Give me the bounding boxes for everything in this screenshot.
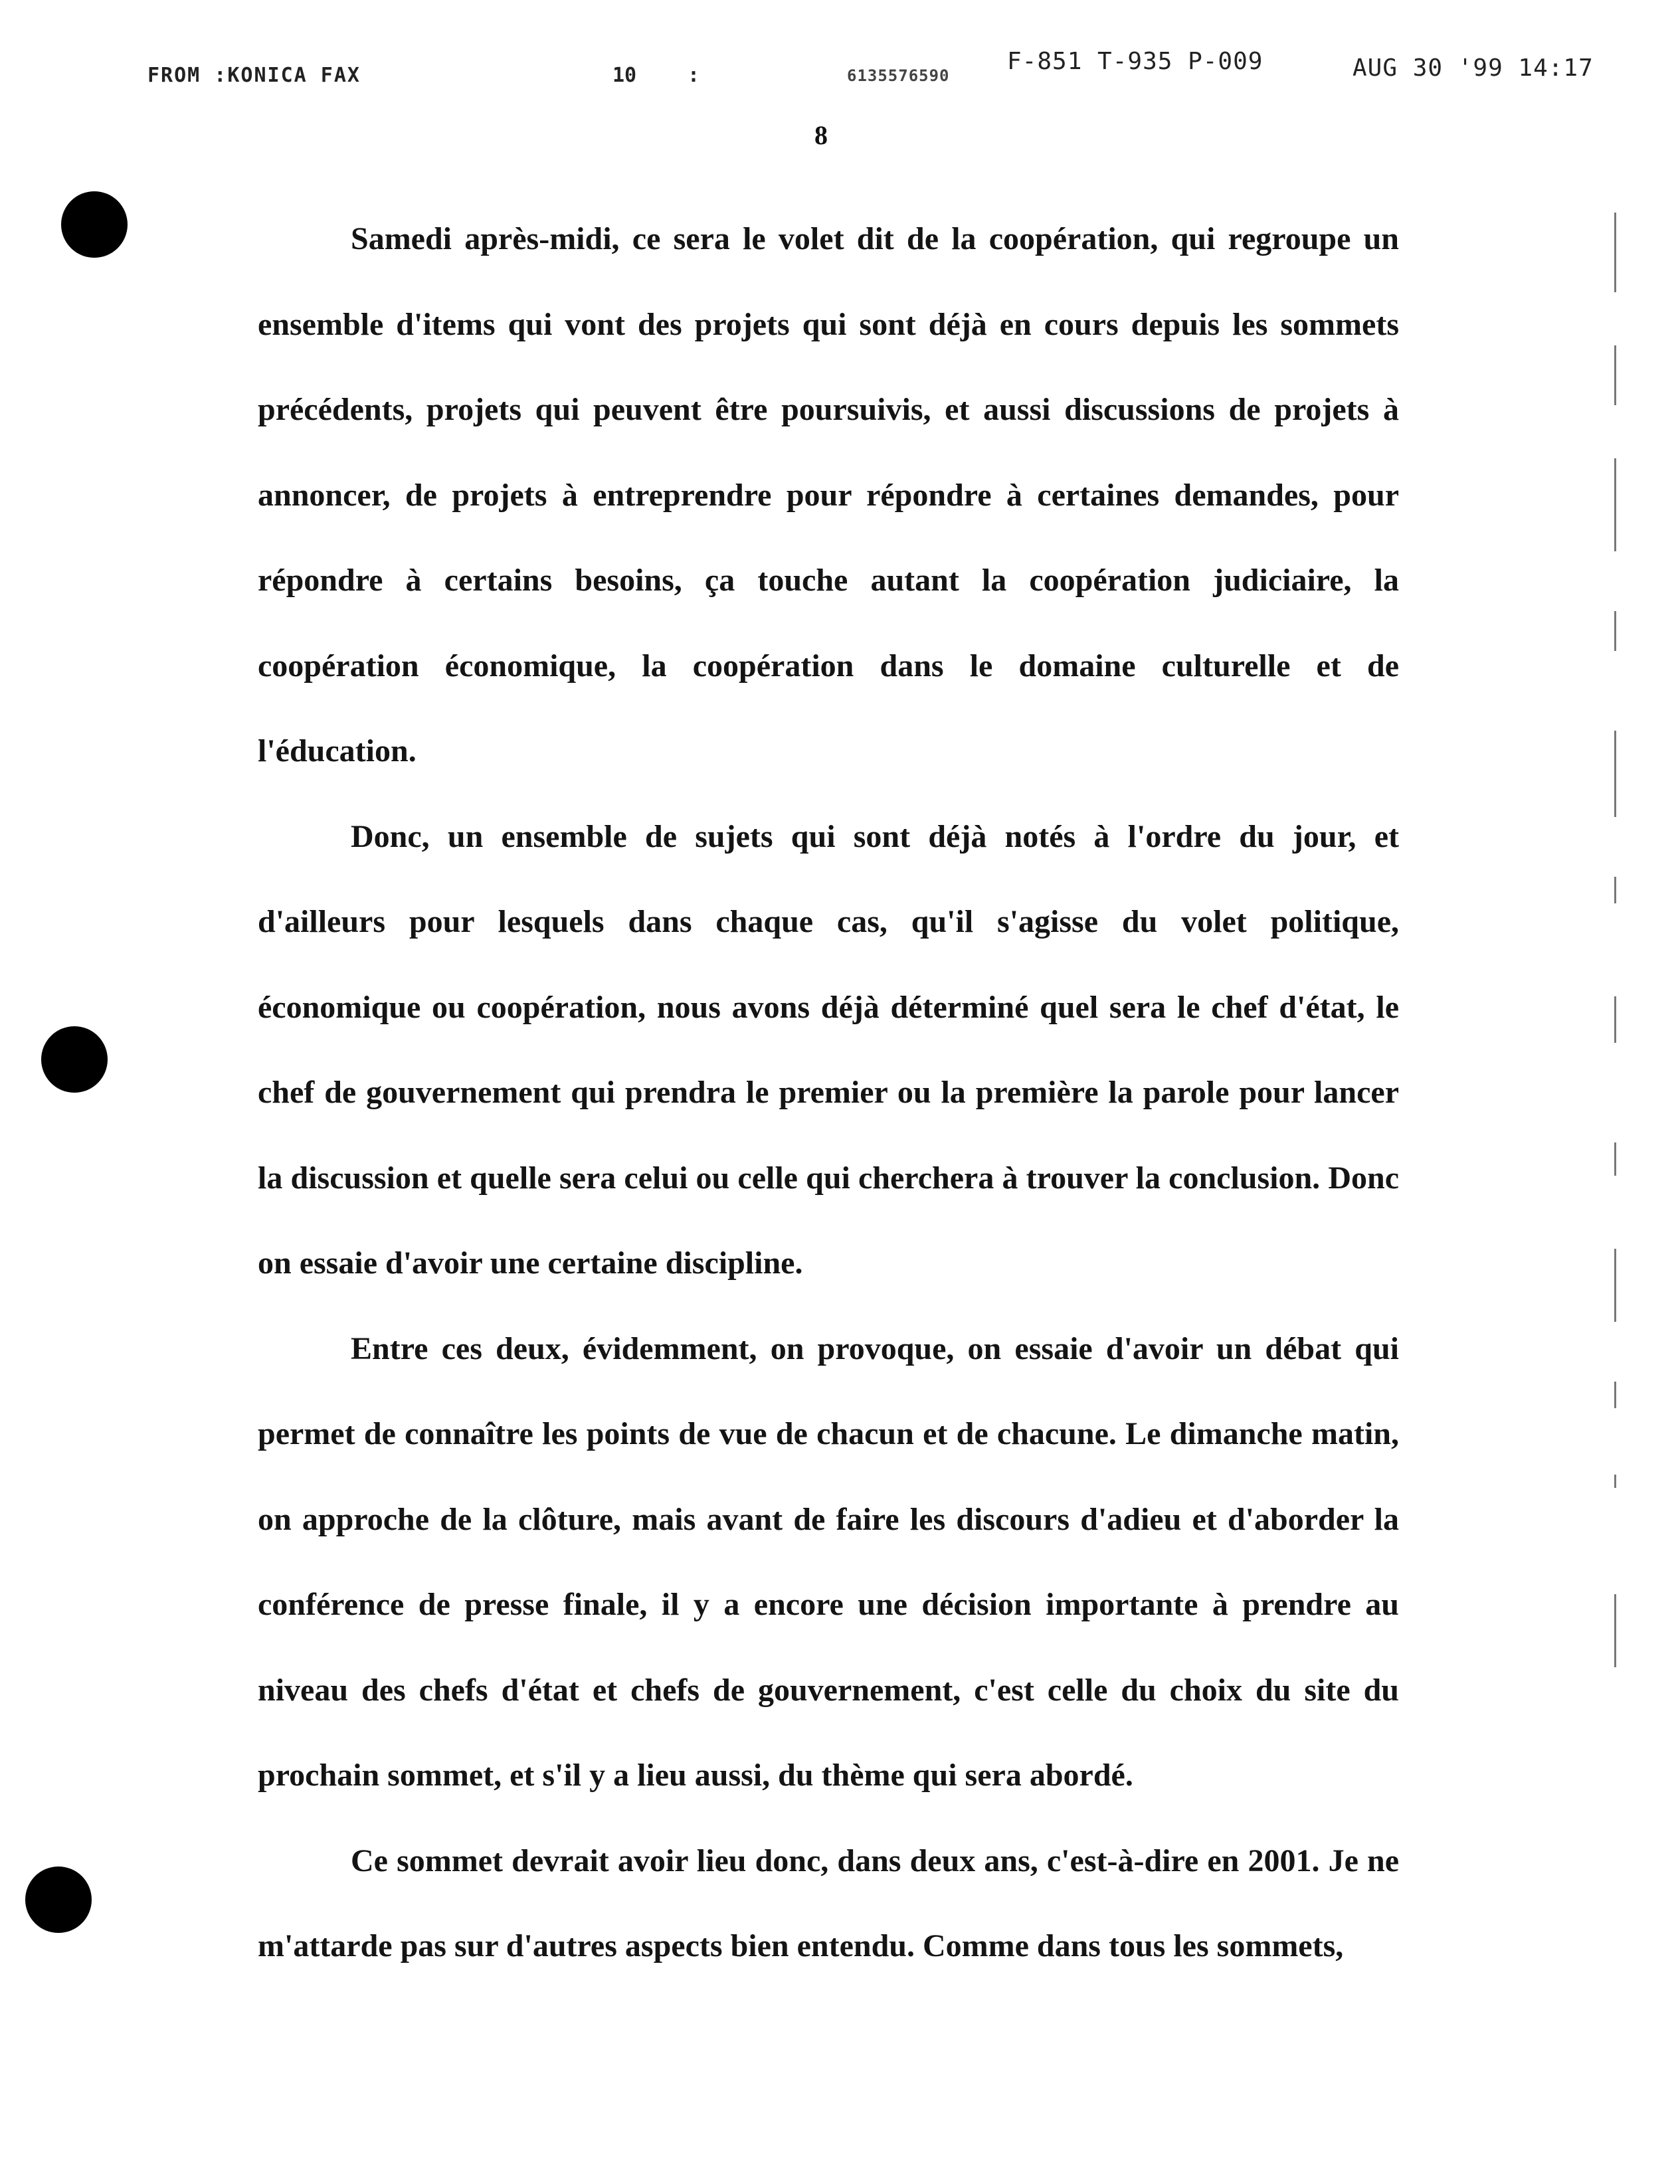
margin-scan-marks [1614,213,1620,1740]
fax-phone-number: 6135576590 [847,66,950,85]
punch-hole-top [61,191,128,258]
document-body [258,197,1399,1989]
fax-separator: : [688,64,700,87]
paragraph: Ce sommet devrait avoir lieu donc, dans deux ans, c'est-à-dire en 2001. Je ne m'attarde pas sur d'autres aspects bien entendu. Comme dans tous les sommets, [258,1843,1399,1963]
paragraph: Samedi après-midi, ce sera le volet dit de la coopération, qui regroupe un ensemble d'items qui vont des projets qui sont déjà en cours depuis les sommets précédents, projets qui peuvent être poursuivis, et aussi discussions de projets à annoncer, de projets à entreprendre pour répondre à certaines demandes, pour répondre à certains besoins, ça touche autant la coopération judiciaire, la coopération économique, la coopération dans le domaine culturelle et de l'éducation. [258,221,1399,769]
fax-header [0,0,1680,100]
paragraph: Entre ces deux, évidemment, on provoque, on essaie d'avoir un débat qui permet de connaître les points de vue de chacun et de chacune. Le dimanche matin, on approche de la clôture, mais avant de faire les discours d'adieu et d'aborder la conférence de presse finale, il y a encore une décision importante à prendre au niveau des chefs d'état et chefs de gouvernement, c'est celle du choix du site du prochain sommet, et s'il y a lieu aussi, du thème qui sera abordé. [258,1330,1399,1793]
page-number: 8 [814,120,828,150]
fax-line-number: 10 [612,64,637,87]
fax-transmission-id: F-851 T-935 P-009 [1007,48,1263,75]
punch-hole-middle [41,1026,108,1093]
fax-sender: FROM :KONICA FAX [147,64,361,87]
paragraph: Donc, un ensemble de sujets qui sont déjà notés à l'ordre du jour, et d'ailleurs pour lesquels dans chaque cas, qu'il s'agisse du volet politique, économique ou coopération, nous avons déjà déterminé quel sera le chef d'état, le chef de gouvernement qui prendra le premier ou la première la parole pour lancer la discussion et quelle sera celui ou celle qui cherchera à trouver la conclusion. Donc on essaie d'avoir une certaine discipline. [258,818,1399,1281]
punch-hole-bottom [25,1866,92,1933]
fax-date-time: AUG 30 '99 14:17 [1353,54,1594,82]
